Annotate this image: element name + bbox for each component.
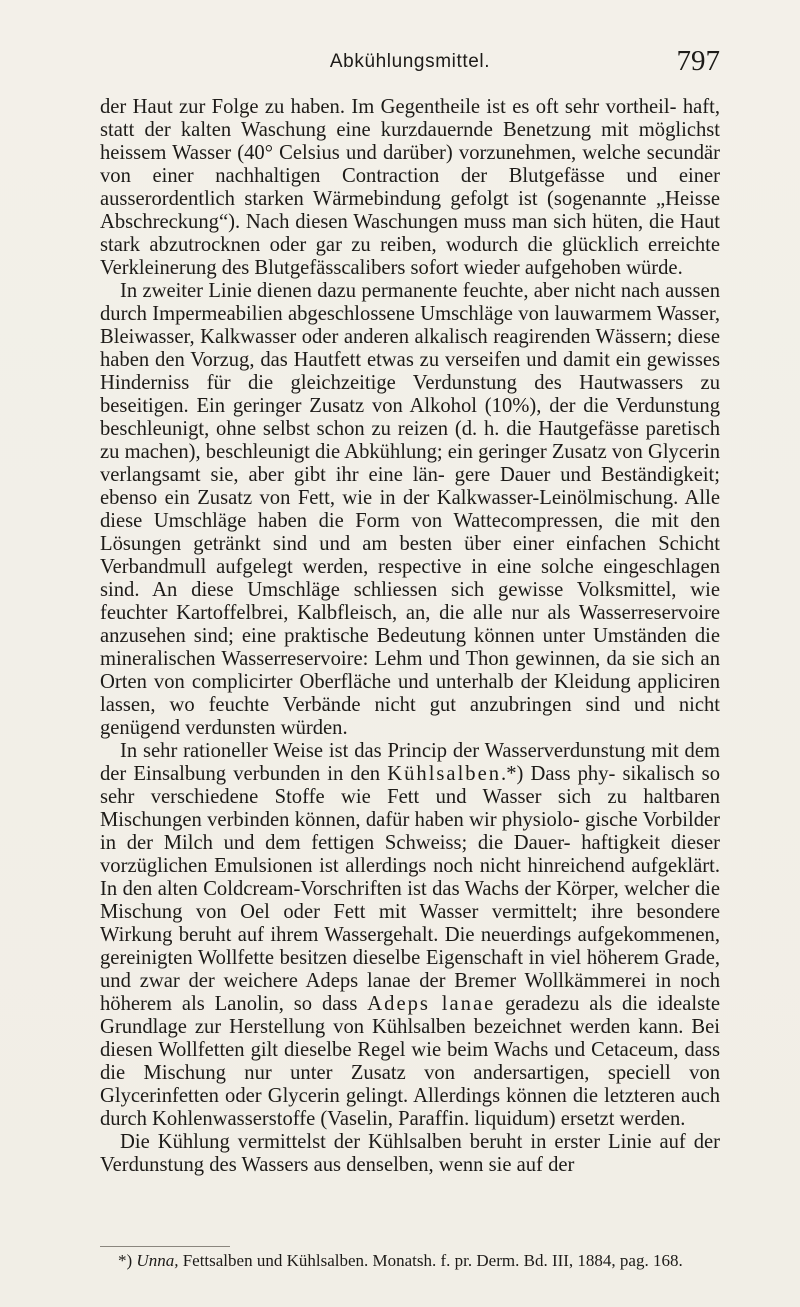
footnote-marker: *)	[118, 1251, 133, 1270]
paragraph-3-text-c: geradezu als die idealste Grundlage zur Herstellung von Kühlsalben bezeichnet werden kann. Bei diesen Wollfetten gilt dieselbe Regel wie beim Wachs und Cetaceum, dass die Mischung nur unter Zusatz von andersartigen, speciell von Glycerinfetten oder Glycerin gelingt. Allerdings können die letzteren auch durch Kohlenwasserstoffe (Vaselin, Paraffin. liquidum) ersetzt werden.	[100, 993, 720, 1130]
footnote	[118, 1251, 720, 1271]
paragraph-2: In zweiter Linie dienen dazu permanente feuchte, aber nicht nach aussen durch Impermeabilien abgeschlossene Umschläge von lauwarmem Wasser, Bleiwasser, Kalkwasser oder anderen alkalisch reagirenden Wässern; diese haben den Vorzug, das Hautfett etwas zu verseifen und damit ein gewisses Hinderniss für die gleichzeitige Verdunstung des Hautwassers zu beseitigen. Ein geringer Zusatz von Alkohol (10%), der die Verdunstung beschleunigt, ohne selbst schon zu reizen (d. h. die Hautgefässe paretisch zu machen), beschleunigt die Abkühlung; ein geringer Zusatz von Glycerin verlangsamt sie, aber gibt ihr eine län- gere Dauer und Beständigkeit; ebenso ein Zusatz von Fett, wie in der Kalkwasser-Leinölmischung. Alle diese Umschläge haben die Form von Wattecompressen, die mit den Lösungen getränkt sind und am besten über einer einfachen Schicht Verbandmull aufgelegt werden, respective in eine solche eingeschlagen sind. An diese Umschläge schliessen sich gewisse Volksmittel, wie feuchter Kartoffelbrei, Kalbfleisch, an, die alle nur als Wasserreservoire anzusehen sind; eine praktische Bedeutung können unter Umständen die mineralischen Wasserreservoire: Lehm und Thon gewinnen, da sie sich an Orten von complicirter Oberfläche und unterhalb der Kleidung appliciren lassen, wo feuchte Verbände nicht gut anzubringen sind und nicht genügend verdunsten würden.	[100, 280, 720, 739]
term-kuehlsalben: Kühlsalben	[387, 763, 502, 785]
paragraph-4: Die Kühlung vermittelst der Kühlsalben beruht in erster Linie auf der Verdunstung des Wassers aus denselben, wenn sie auf der	[100, 1131, 720, 1176]
paragraph-3-text-b: .*) Dass phy- sikalisch so sehr verschiedene Stoffe wie Fett und Wasser sich zu haltbaren Mischungen verbinden können, dafür haben wir physiolo- gische Vorbilder in der Milch und dem fettigen Schweiss; die Dauer- haftigkeit dieser vorzüglichen Emulsionen ist allerdings noch nicht hinreichend aufgeklärt. In den alten Coldcream-Vorschriften ist das Wachs der Körper, welcher die Mischung von Oel oder Fett mit Wasser vermittelt; ihre besondere Wirkung beruht auf ihrem Wassergehalt. Die neuerdings aufgekommenen, gereinigten Wollfette besitzen dieselbe Eigenschaft in viel höherem Grade, und zwar der weichere Adeps lanae der Bremer Wollkämmerei in noch höherem als Lanolin, so dass	[100, 763, 720, 1015]
running-head	[100, 45, 720, 75]
body-text	[100, 96, 720, 1177]
paragraph-1: der Haut zur Folge zu haben. Im Gegentheile ist es oft sehr vortheil- haft, statt der kalten Waschung eine kurzdauernde Benetzung mit möglichst heissem Wasser (40° Celsius und darüber) vorzunehmen, welche secundär von einer nachhaltigen Contraction der Blutgefässe und einer ausserordentlich starken Wärmebindung gefolgt ist (sogenannte „Heisse Abschreckung“). Nach diesen Waschungen muss man sich hüten, die Haut stark abzutrocknen oder gar zu reiben, wodurch die glücklich erreichte Verkleinerung des Blutgefässcalibers sofort wieder aufgehoben würde.	[100, 96, 720, 279]
footnote-rule	[100, 1246, 230, 1247]
footnote-author: Unna,	[136, 1251, 179, 1270]
paragraph-3-text-a: In sehr rationeller Weise ist das Princip der Wasserverdunstung mit dem der Einsalbung verbunden in den	[100, 740, 720, 785]
paragraph-3	[100, 740, 720, 1131]
footnote-text: Fettsalben und Kühlsalben. Monatsh. f. pr. Derm. Bd. III, 1884, pag. 168.	[182, 1251, 683, 1270]
term-adeps-lanae: Adeps lanae	[367, 993, 496, 1015]
running-title: Abkühlungsmittel.	[329, 51, 491, 72]
page-number: 797	[676, 45, 720, 77]
